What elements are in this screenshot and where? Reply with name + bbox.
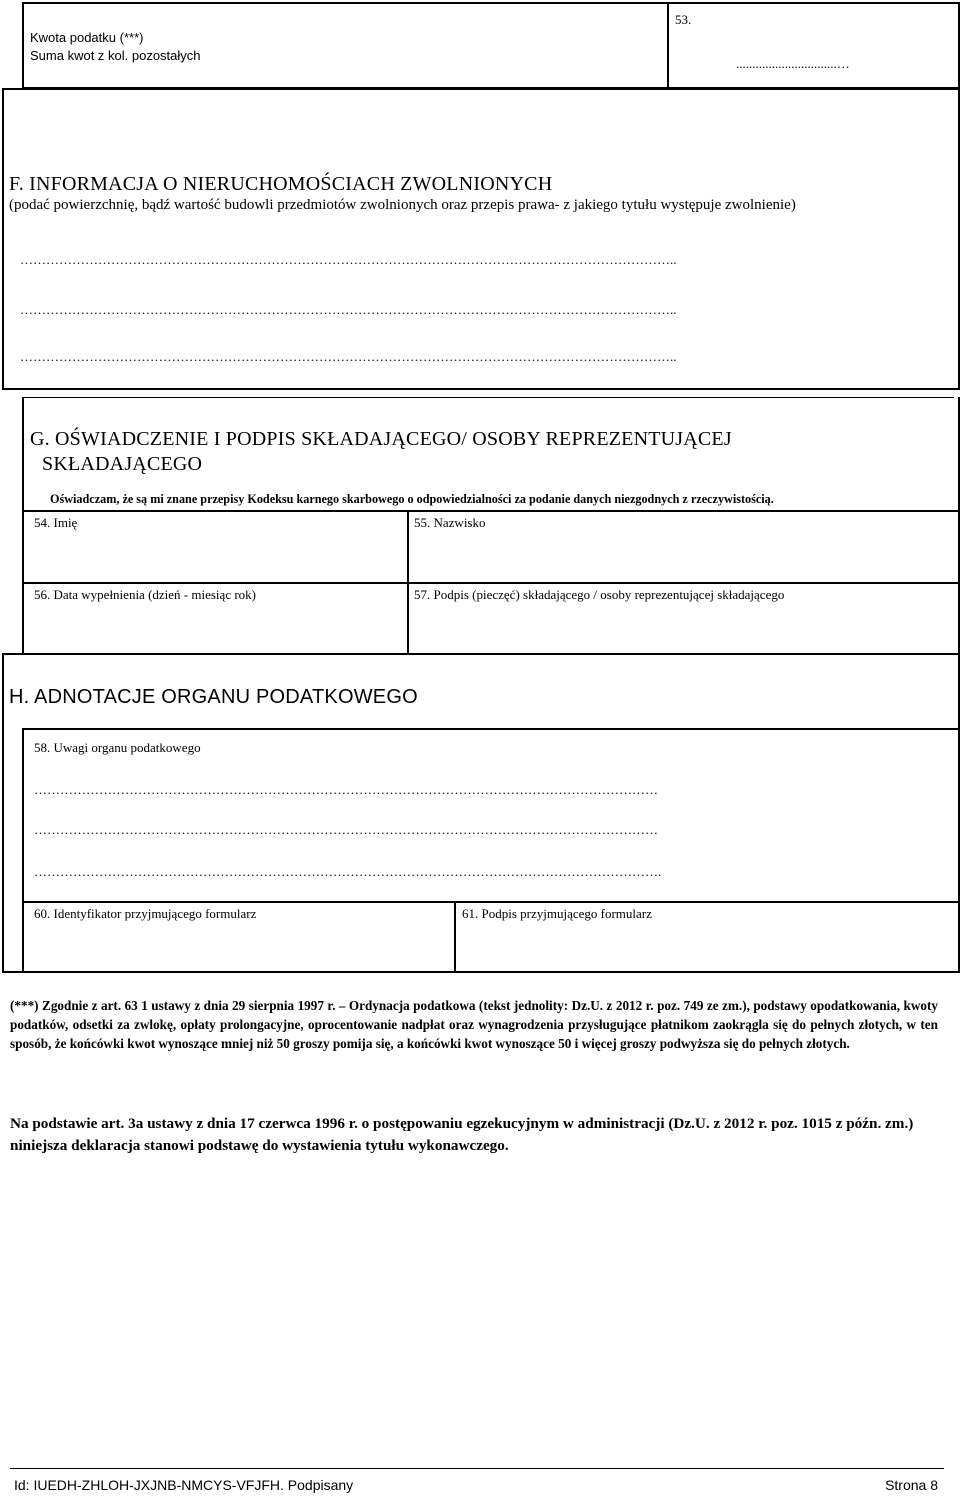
field-55-label: 55. Nazwisko <box>414 515 486 530</box>
remarks-line-1[interactable]: ……………………………………………………………………………………………………………………………… <box>34 783 658 797</box>
tax-row-divider <box>667 2 669 89</box>
receiver-signature-input[interactable] <box>462 924 952 968</box>
row-56-divider <box>407 582 409 653</box>
page-number: Strona 8 <box>885 1477 938 1493</box>
field-53-number: 53. <box>675 12 692 27</box>
signature-input[interactable] <box>414 605 954 649</box>
row-56-top <box>22 582 960 584</box>
remarks-line-2[interactable]: ……………………………………………………………………………………………………………………………… <box>34 823 658 837</box>
field-54-label: 54. Imię <box>34 515 78 530</box>
footnote-rounding: (***) Zgodnie z art. 63 1 ustawy z dnia 29 sierpnia 1997 r. – Ordynacja podatkowa (tekst jednolity: Dz.U. z 2012 r. poz. 749 ze zm.), podstawy opodatkowania, kwoty podatków, odsetki za zwlokę, opłaty prolongacyjne, oprocentowanie nadpłat oraz wynagrodzenia przysługujące płatnikom zaokrągla się do pełnych złotych, w ten sposób, że końcówki kwot wynoszące mniej niż 50 groszy pomija się, a końcówki kwot wynoszące 50 i więcej groszy podwyższa się do pełnych złotych. <box>10 998 938 1051</box>
section-g-title-line2: SKŁADAJĄCEGO <box>42 453 203 475</box>
field-56-label: 56. Data wypełnienia (dzień - miesiąc rok) <box>34 587 256 602</box>
field-61-label: 61. Podpis przyjmującego formularz <box>462 906 652 921</box>
remarks-line-3[interactable]: ………………………………………………………………………………………………………………………………. <box>34 865 662 879</box>
section-f-line-2[interactable]: …………………………………………………………………………………………………………………………………….. <box>20 303 677 317</box>
section-f-subtitle: (podać powierzchnię, bądź wartość budowli przedmiotów zwolnionych oraz przepis prawa- z jakiego tytułu występuje zwolnienie) <box>9 197 796 213</box>
footnote-enforcement: Na podstawie art. 3a ustawy z dnia 17 czerwca 1996 r. o postępowaniu egzekucyjnym w administracji (Dz.U. z 2012 r. poz. 1015 z późn. zm.) niniejsza deklaracja stanowi podstawę do wystawienia tytułu wykonawczego. <box>10 1115 914 1154</box>
document-id: Id: IUEDH-ZHLOH-JXJNB-NMCYS-VFJFH. Podpisany <box>14 1477 354 1493</box>
first-name-input[interactable] <box>34 532 399 578</box>
row-54-top <box>22 510 960 512</box>
row-54-divider <box>407 510 409 582</box>
last-name-input[interactable] <box>414 532 954 578</box>
tax-amount-label: Kwota podatku (***) <box>30 30 144 45</box>
field-58-label: 58. Uwagi organu podatkowego <box>34 740 201 755</box>
section-g-title-line1: G. OŚWIADCZENIE I PODPIS SKŁADAJĄCEGO/ OSOBY REPREZENTUJĄCEJ <box>30 428 732 450</box>
row-60-top <box>22 901 960 903</box>
receiver-id-input[interactable] <box>34 924 446 968</box>
statement-text: Oświadczam, że są mi znane przepisy Kodeksu karnego skarbowego o odpowiedzialności za podanie danych niezgodnych z rzeczywistością. <box>50 492 774 506</box>
field-53-value[interactable]: ...............................… <box>736 56 850 71</box>
sum-label: Suma kwot z kol. pozostałych <box>30 48 201 63</box>
row-60-divider <box>454 901 456 973</box>
section-f-line-3[interactable]: …………………………………………………………………………………………………………………………………….. <box>20 350 677 364</box>
section-f-line-1[interactable]: …………………………………………………………………………………………………………………………………….. <box>20 253 677 267</box>
section-g-top-rule <box>2 388 960 390</box>
field-57-label: 57. Podpis (pieczęć) składającego / osoby reprezentującej składającego <box>414 587 785 602</box>
fill-date-input[interactable] <box>34 605 399 649</box>
section-f-title: F. INFORMACJA O NIERUCHOMOŚCIACH ZWOLNIONYCH <box>9 173 553 195</box>
footer-rule <box>10 1468 944 1469</box>
section-h-title: H. ADNOTACJE ORGANU PODATKOWEGO <box>9 686 418 708</box>
section-f-box <box>2 88 960 388</box>
tax-amount-row <box>22 2 960 89</box>
field-60-label: 60. Identyfikator przyjmującego formularz <box>34 906 257 921</box>
